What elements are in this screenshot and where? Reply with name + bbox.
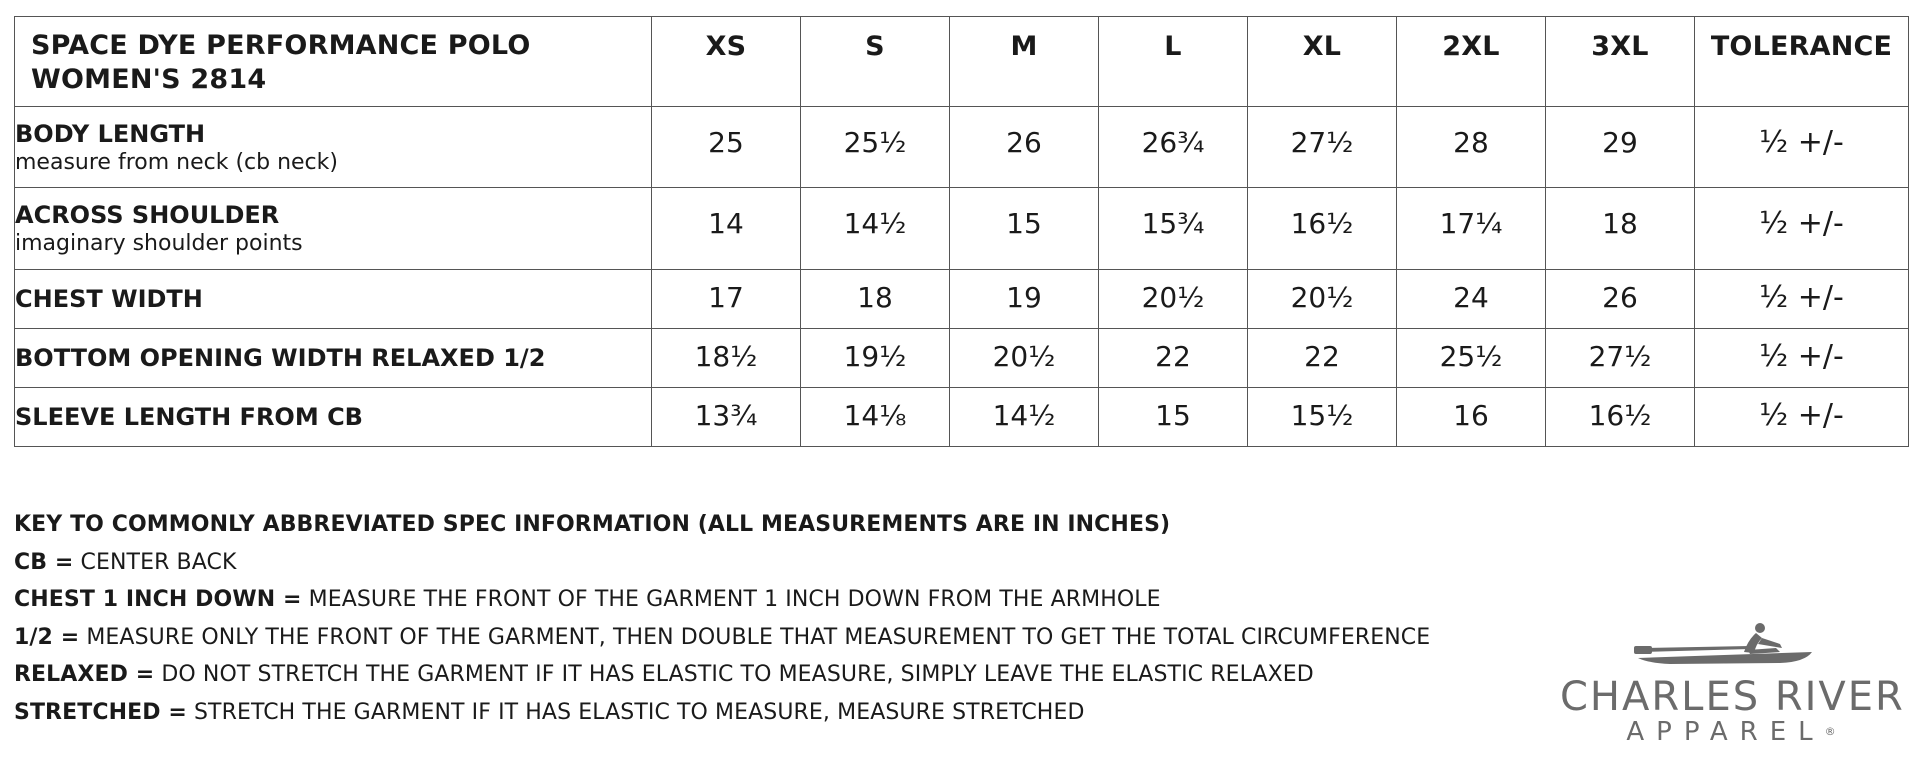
row-label (15, 107, 652, 188)
table-row-bottom-opening (15, 328, 1909, 387)
key-item-relaxed (14, 656, 1430, 694)
row-label (15, 188, 652, 269)
size-header-xs: XS (652, 17, 801, 107)
key-heading: KEY TO COMMONLY ABBREVIATED SPEC INFORMATION (ALL MEASUREMENTS ARE IN INCHES) (14, 512, 1171, 537)
table-cell: 16½ (1546, 387, 1695, 446)
size-header-m: M (950, 17, 1099, 107)
table-row-sleeve-length (15, 387, 1909, 446)
measurement-name: BOTTOM OPENING WIDTH RELAXED 1/2 (15, 343, 546, 372)
table-row-body-length (15, 107, 1909, 188)
size-header-l: L (1099, 17, 1248, 107)
table-cell: 14½ (950, 387, 1099, 446)
measurement-name: BODY LENGTH (15, 120, 206, 149)
size-header-s: S (801, 17, 950, 107)
key-item-stretched (14, 694, 1430, 732)
key-item-chest-1-inch-down (14, 581, 1430, 619)
table-header-row (15, 17, 1909, 107)
table-cell: 29 (1546, 107, 1695, 188)
table-cell: 26 (1546, 269, 1695, 328)
table-cell: 18 (1546, 188, 1695, 269)
key-definition: STRETCH THE GARMENT IF IT HAS ELASTIC TO MEASURE, MEASURE STRETCHED (193, 699, 1085, 725)
table-cell: 15 (1099, 387, 1248, 446)
product-title (15, 17, 652, 107)
row-label (15, 387, 652, 446)
table-cell: 25½ (1397, 328, 1546, 387)
table-cell: 25 (652, 107, 801, 188)
size-header-2xl: 2XL (1397, 17, 1546, 107)
key-term: CHEST 1 INCH DOWN = (14, 587, 302, 612)
logo-apparel-text: APPAREL (1626, 717, 1825, 747)
table-cell: 22 (1099, 328, 1248, 387)
key-definition: MEASURE ONLY THE FRONT OF THE GARMENT, THEN DOUBLE THAT MEASUREMENT TO GET THE TOTAL CIRCUMFERENCE (86, 624, 1431, 650)
key-definition: MEASURE THE FRONT OF THE GARMENT 1 INCH DOWN FROM THE ARMHOLE (308, 587, 1161, 612)
table-cell: 14½ (801, 188, 950, 269)
logo-text-line1: CHARLES RIVER (1560, 674, 1905, 720)
table-cell: 14 (652, 188, 801, 269)
row-label (15, 328, 652, 387)
size-header-xl: XL (1248, 17, 1397, 107)
table-row-across-shoulder (15, 188, 1909, 269)
table-cell: 13¾ (652, 387, 801, 446)
table-cell: 19 (950, 269, 1099, 328)
table-cell: 22 (1248, 328, 1397, 387)
table-cell: 17¼ (1397, 188, 1546, 269)
measurement-name: CHEST WIDTH (15, 284, 203, 313)
key-term: 1/2 = (14, 624, 80, 650)
table-cell: 15 (950, 188, 1099, 269)
key-item-cb (14, 544, 1430, 582)
tolerance-header: TOLERANCE (1695, 17, 1909, 107)
measurement-note: measure from neck (cb neck) (15, 150, 338, 176)
table-row-chest-width (15, 269, 1909, 328)
size-spec-table (14, 16, 1909, 447)
tolerance-cell: ½ +/- (1695, 387, 1909, 446)
table-cell: 17 (652, 269, 801, 328)
table-cell: 20½ (950, 328, 1099, 387)
product-name: SPACE DYE PERFORMANCE POLO (31, 30, 531, 61)
table-cell: 28 (1397, 107, 1546, 188)
key-definition: DO NOT STRETCH THE GARMENT IF IT HAS ELASTIC TO MEASURE, SIMPLY LEAVE THE ELASTIC RELAXED (161, 662, 1314, 687)
tolerance-cell: ½ +/- (1695, 328, 1909, 387)
table-cell: 27½ (1248, 107, 1397, 188)
table-cell: 15¾ (1099, 188, 1248, 269)
tolerance-cell: ½ +/- (1695, 269, 1909, 328)
table-cell: 18½ (652, 328, 801, 387)
table-cell: 19½ (801, 328, 950, 387)
table-cell: 14⅛ (801, 387, 950, 446)
key-item-half (14, 619, 1430, 657)
table-cell: 26¾ (1099, 107, 1248, 188)
logo-text-line2 (1560, 718, 1890, 746)
tolerance-cell: ½ +/- (1695, 107, 1909, 188)
measurement-name: ACROSS SHOULDER (15, 201, 280, 230)
abbreviation-key (14, 506, 1430, 731)
size-header-3xl: 3XL (1546, 17, 1695, 107)
table-cell: 18 (801, 269, 950, 328)
table-cell: 16½ (1248, 188, 1397, 269)
key-term: STRETCHED = (14, 699, 187, 725)
tolerance-cell: ½ +/- (1695, 188, 1909, 269)
rower-icon (1630, 622, 1820, 672)
table-cell: 25½ (801, 107, 950, 188)
measurement-note: imaginary shoulder points (15, 231, 303, 257)
table-cell: 16 (1397, 387, 1546, 446)
table-cell: 15½ (1248, 387, 1397, 446)
table-cell: 26 (950, 107, 1099, 188)
table-cell: 20½ (1248, 269, 1397, 328)
table-cell: 24 (1397, 269, 1546, 328)
key-term: CB = (14, 549, 74, 575)
key-definition: CENTER BACK (80, 549, 237, 575)
product-style: WOMEN'S 2814 (31, 64, 267, 95)
measurement-name: SLEEVE LENGTH FROM CB (15, 402, 363, 431)
registered-mark: ® (1824, 725, 1836, 738)
table-cell: 27½ (1546, 328, 1695, 387)
key-term: RELAXED = (14, 662, 155, 687)
charles-river-apparel-logo (1560, 622, 1905, 747)
row-label (15, 269, 652, 328)
table-cell: 20½ (1099, 269, 1248, 328)
